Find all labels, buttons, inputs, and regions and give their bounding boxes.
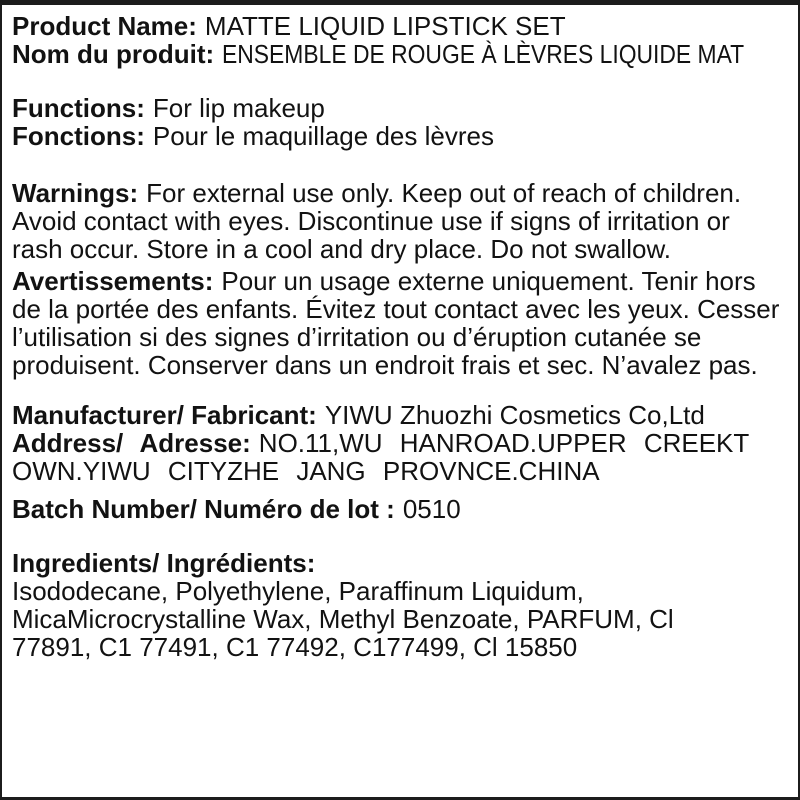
functions-label-fr: Fonctions: (12, 121, 145, 151)
functions-line-en (12, 94, 792, 122)
batch-number-label: Batch Number/ Numéro de lot : (12, 494, 395, 524)
address-value-1: NO.11,WU HANROAD.UPPER CREEKT (258, 428, 750, 458)
product-name-value-en: MATTE LIQUID LIPSTICK SET (204, 11, 566, 41)
avertissements-block (12, 267, 792, 379)
functions-value-fr: Pour le maquillage des lèvres (152, 121, 494, 151)
product-name-line-en (12, 12, 792, 40)
functions-value-en: For lip makeup (152, 93, 325, 123)
warnings-text-1: For external use only. Keep out of reach of children. (146, 178, 742, 208)
ingredients-text-3: 77891, C1 77491, C1 77492, C177499, Cl 15850 (12, 632, 578, 662)
avertissements-text-1: Pour un usage externe uniquement. Tenir hors (221, 266, 756, 296)
manufacturer-block (12, 401, 792, 429)
address-value-2: OWN.YIWU CITYZHE JANG PROVNCE.CHINA (12, 456, 600, 486)
manufacturer-label: Manufacturer/ Fabricant: (12, 400, 317, 430)
address-label: Address/ Adresse: (12, 428, 251, 458)
ingredients-heading: Ingredients/ Ingrédients: (12, 548, 316, 578)
product-name-line-fr (12, 40, 792, 68)
warnings-line-1 (12, 179, 792, 207)
ingredients-text-2: MicaMicrocrystalline Wax, Methyl Benzoate, PARFUM, Cl (12, 604, 674, 634)
product-name-block (12, 12, 792, 68)
warnings-label: Warnings: (12, 178, 139, 208)
address-block (12, 429, 792, 485)
avertissements-text-4: produisent. Conserver dans un endroit frais et sec. N’avalez pas. (12, 350, 758, 380)
warnings-block (12, 179, 792, 263)
avertissements-text-3: l’utilisation si des signes d’irritation ou d’éruption cutanée se (12, 322, 702, 352)
manufacturer-line (12, 401, 792, 429)
product-name-label-en: Product Name: (12, 11, 197, 41)
batch-number-block (12, 495, 792, 523)
ingredients-block (12, 549, 792, 661)
product-name-label-fr: Nom du produit: (12, 39, 215, 69)
avertissements-label: Avertissements: (12, 266, 214, 296)
product-name-value-fr: ENSEMBLE DE ROUGE À LÈVRES LIQUIDE MAT (222, 39, 745, 69)
manufacturer-value: YIWU Zhuozhi Cosmetics Co,Ltd (324, 400, 705, 430)
avertissements-text-2: de la portée des enfants. Évitez tout contact avec les yeux. Cesser (12, 294, 780, 324)
functions-line-fr (12, 122, 792, 150)
functions-block (12, 94, 792, 150)
warnings-text-2: Avoid contact with eyes. Discontinue use if signs of irritation or (12, 206, 730, 236)
warnings-text-3: rash occur. Store in a cool and dry place. Do not swallow. (12, 234, 672, 264)
batch-number-value: 0510 (402, 494, 461, 524)
avertissements-line-1 (12, 267, 792, 295)
address-line-1 (12, 429, 792, 457)
batch-number-line (12, 495, 792, 523)
functions-label-en: Functions: (12, 93, 145, 123)
ingredients-text-1: Isododecane, Polyethylene, Paraffinum Liquidum, (12, 576, 584, 606)
